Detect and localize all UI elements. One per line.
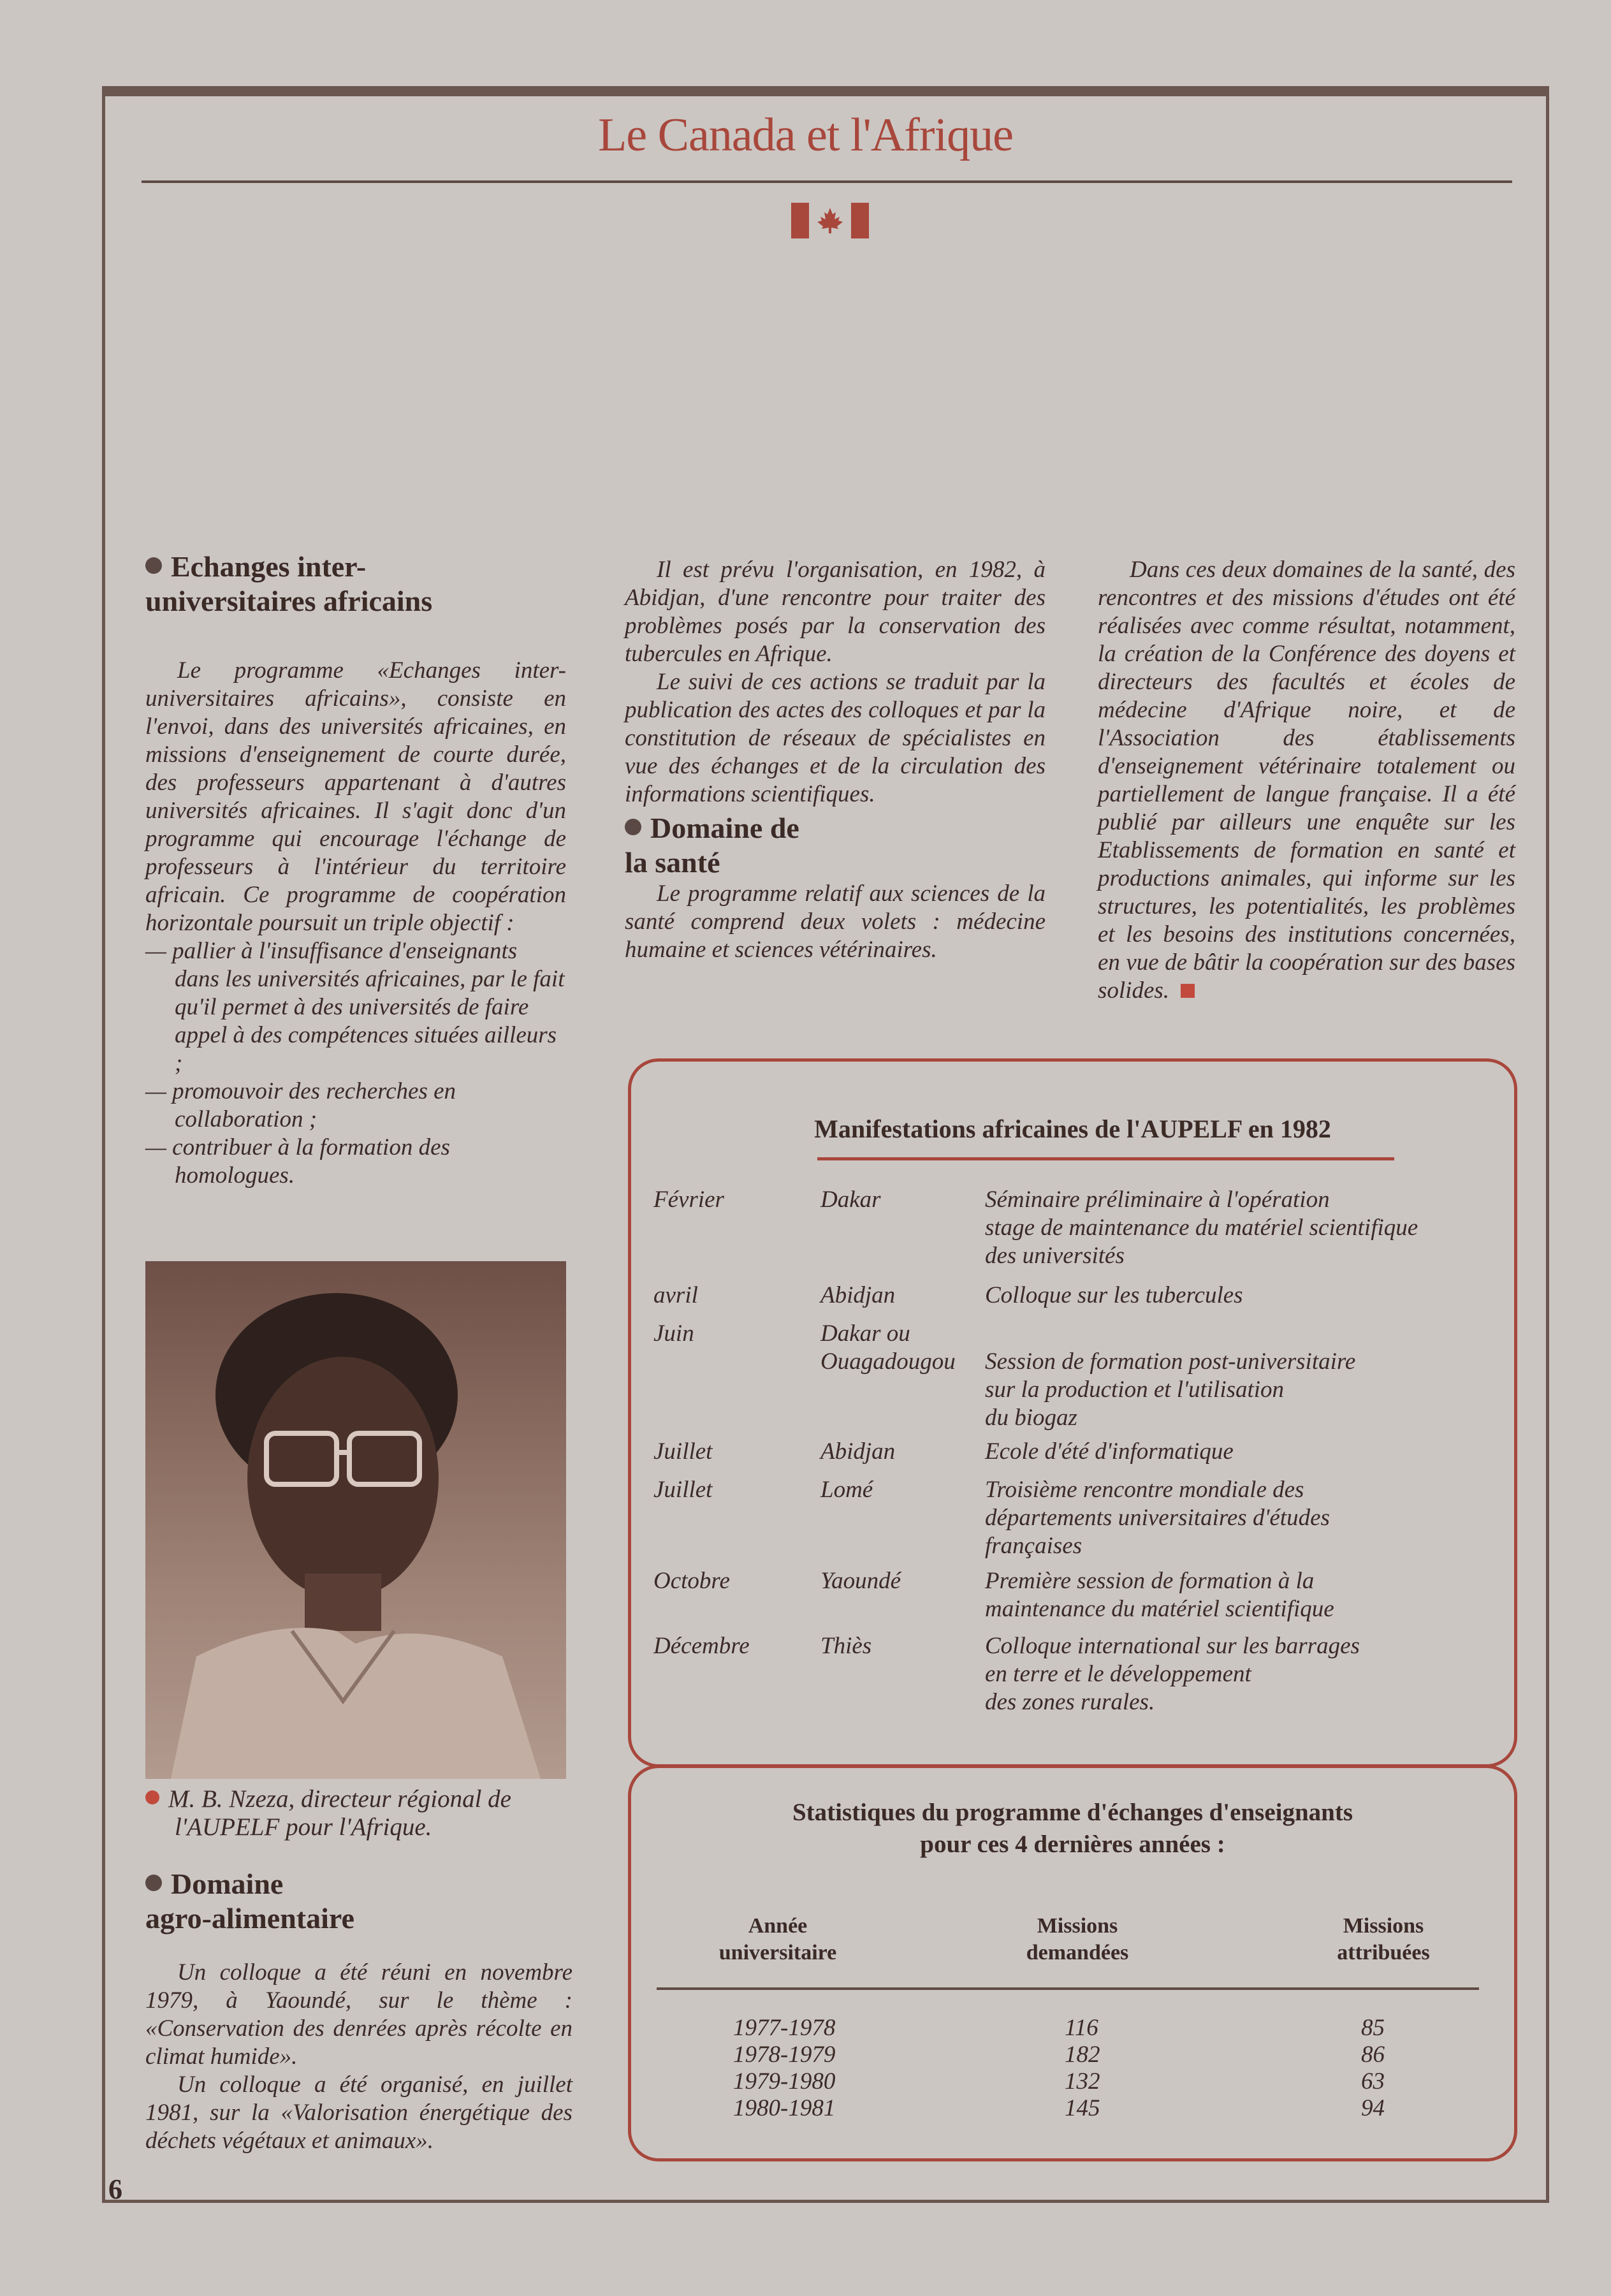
column-exchanges [145,550,566,1190]
paragraph: Le programme relatif aux sciences de la santé comprend deux volets : médecine humaine et sciences vétérinaires. [625,881,1046,963]
page-number: 6 [108,2174,122,2205]
stats-cell-granted: 86 [1361,2042,1385,2068]
stats-title-line2: pour ces 4 dernières années : [920,1831,1225,1858]
paragraph: Le suivi de ces actions se traduit par la publication des actes des colloques et par la constitution de réseaux de spécialistes en vue des échanges et de la circulation des informations scientifiques. [625,669,1046,807]
list-item: — pallier à l'insuffisance d'enseignants dans les universités africaines, par le fait qu'il permet à des universités de faire appel à des compétences situées ailleurs ; [145,938,565,1076]
column-health-results [1098,556,1515,1005]
bullet-icon [145,557,162,574]
bullet-icon [145,1875,162,1891]
event-description: Session de formation post-universitaire sur la production et l'utilisation du biogaz [985,1349,1356,1431]
event-month: Juillet [653,1438,713,1465]
portrait-photo [145,1261,566,1779]
section-heading-health: Domaine de la santé [625,812,799,879]
event-city: Lomé [820,1477,873,1503]
canada-flag-icon [791,203,869,238]
stats-header: Missions demandées [1026,1914,1129,1964]
event-description: Ecole d'été d'informatique [985,1438,1234,1465]
paragraph: Un colloque a été réuni en novembre 1979, à Yaoundé, sur le thème : «Conservation des denrées après récolte en climat humide». [145,1959,572,2070]
event-city: Abidjan [820,1282,896,1308]
event-month: Février [653,1187,724,1213]
photo-caption: M. B. Nzeza, directeur régional de l'AUPELF pour l'Afrique. [168,1785,511,1841]
stats-header: Missions attribuées [1337,1914,1430,1964]
event-description: Séminaire préliminaire à l'opération stage de maintenance du matériel scientifique des universités [985,1187,1418,1269]
bullet-icon [145,1790,159,1804]
event-description: Première session de formation à la maintenance du matériel scientifique [985,1568,1334,1622]
event-month: Décembre [653,1633,750,1659]
end-mark-icon [1181,984,1195,998]
stats-header: Année universitaire [718,1914,837,1964]
event-description: Colloque sur les tubercules [985,1282,1243,1308]
event-month: Juillet [653,1477,713,1503]
column-health-intro [625,556,1046,964]
stats-cell-requested: 116 [1065,2015,1098,2041]
list-item: — contribuer à la formation des homologues. [145,1134,450,1188]
photo-caption-block [145,1785,572,2155]
paragraph: Un colloque a été organisé, en juillet 1981, sur la «Valorisation énergétique des déchets végétaux et animaux». [145,2072,572,2154]
event-description: Troisième rencontre mondiale des départements universitaires d'études françaises [985,1477,1330,1559]
event-city: Abidjan [820,1438,896,1465]
bullet-icon [625,819,641,835]
objectives-list [145,937,566,1190]
event-city: Dakar [820,1187,881,1213]
stats-title-line1: Statistiques du programme d'échanges d'enseignants [792,1799,1353,1826]
stats-cell-granted: 94 [1361,2095,1385,2121]
stats-cell-requested: 182 [1065,2042,1100,2068]
stats-cell-granted: 85 [1361,2015,1385,2041]
stats-cell-requested: 145 [1065,2095,1100,2121]
event-city: Yaoundé [820,1568,901,1594]
events-title-rule [817,1157,1394,1160]
events-title: Manifestations africaines de l'AUPELF en 1982 [814,1115,1331,1143]
event-city: Thiès [820,1633,872,1659]
page-title: Le Canada et l'Afrique [598,109,1013,161]
event-month: Juin [653,1320,694,1347]
event-description: Colloque international sur les barrages en terre et le développement des zones rurales. [985,1633,1360,1715]
stats-cell-year: 1978-1979 [733,2042,836,2068]
stats-cell-year: 1979-1980 [733,2068,836,2095]
stats-cell-granted: 63 [1361,2068,1385,2095]
paragraph: Le programme «Echanges inter-universitaires africains», consiste en l'envoi, dans des universités africaines, en missions d'enseignement de courte durée, des professeurs appartenant à d'autres universités africaines. Il s'agit donc d'un programme qui encourage l'échange de professeurs à l'intérieur du territoire africain. Ce programme de coopération horizontale poursuit un triple objectif : [145,657,566,936]
header-divider [142,180,1512,183]
stats-cell-requested: 132 [1065,2068,1100,2095]
paragraph: Il est prévu l'organisation, en 1982, à Abidjan, d'une rencontre pour traiter des problèmes posés par la conservation des tubercules en Afrique. [625,557,1046,667]
event-city: Dakar ou Ouagadougou [820,1320,956,1375]
paragraph: Dans ces deux domaines de la santé, des rencontres et des missions d'études ont été réalisées avec comme résultat, notamment, la création de la Conférence des doyens et directeurs des facultés et écoles de médecine d'Afrique noire, et de l'Association des établissements d'enseignement vétérinaire totalement ou partiellement de langue française. Il a été publié par ailleurs une enquête sur les Etablissements de formation en santé et productions animales, qui informe sur les structures, les potentialités, les problèmes et les besoins des institutions concernées, en vue de bâtir la coopération sur des bases solides. [1098,557,1515,1004]
section-heading-exchanges: Echanges inter- universitaires africains [145,550,433,617]
list-item: — promouvoir des recherches en collaboration ; [145,1078,456,1132]
section-heading-agro: Domaine agro-alimentaire [145,1868,354,1934]
event-month: Octobre [653,1568,730,1594]
stats-cell-year: 1980-1981 [733,2095,836,2121]
event-month: avril [653,1282,698,1308]
stats-cell-year: 1977-1978 [733,2015,836,2041]
stats-header-rule [657,1987,1479,1990]
